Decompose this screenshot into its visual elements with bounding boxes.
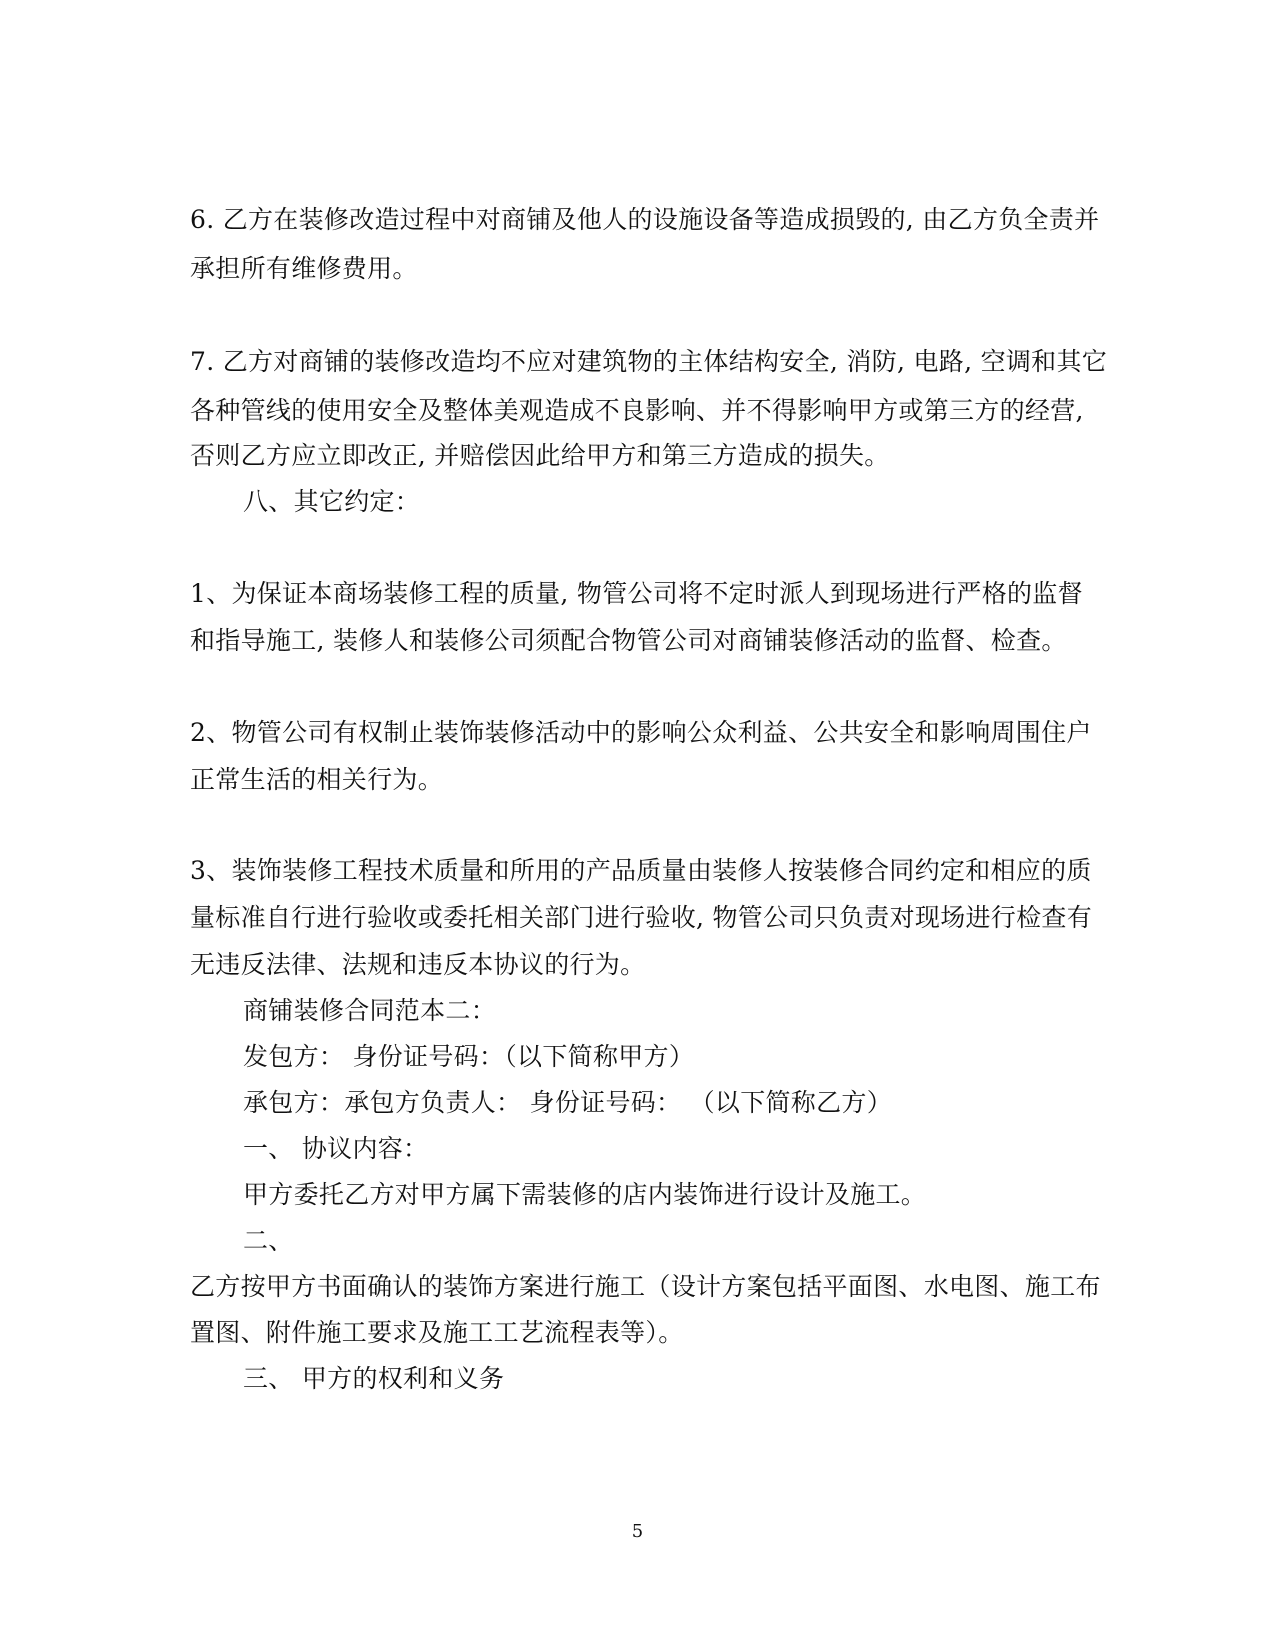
- employer-line: 发包方： 身份证号码：（以下简称甲方）: [243, 1042, 695, 1071]
- paragraph-7-line-1: 7. 乙方对商铺的装修改造均不应对建筑物的主体结构安全, 消防, 电路, 空调和其它: [190, 347, 1108, 376]
- contract-template-title: 商铺装修合同范本二：: [243, 996, 497, 1025]
- section-1-heading: 一、 协议内容：: [243, 1134, 429, 1163]
- clause-2-line-1: 2、物管公司有权制止装饰装修活动中的影响公众利益、公共安全和影响周围住户: [190, 718, 1092, 747]
- section-8-heading: 八、其它约定：: [243, 487, 421, 516]
- clause-3-line-1: 3、装饰装修工程技术质量和所用的产品质量由装修人按装修合同约定和相应的质: [190, 856, 1092, 885]
- clause-1-line-2: 和指导施工, 装修人和装修公司须配合物管公司对商铺装修活动的监督、检查。: [190, 626, 1067, 655]
- paragraph-6-line-1: 6. 乙方在装修改造过程中对商铺及他人的设施设备等造成损毁的, 由乙方负全责并: [190, 205, 1100, 234]
- paragraph-7-line-3: 否则乙方应立即改正, 并赔偿因此给甲方和第三方造成的损失。: [190, 441, 890, 470]
- section-1-content: 甲方委托乙方对甲方属下需装修的店内装饰进行设计及施工。: [243, 1180, 927, 1209]
- clause-3-line-2: 量标准自行进行验收或委托相关部门进行验收, 物管公司只负责对现场进行检查有: [190, 903, 1092, 932]
- clause-3-line-3: 无违反法律、法规和违反本协议的行为。: [190, 950, 646, 979]
- contractor-line: 承包方：承包方负责人： 身份证号码： （以下简称乙方）: [243, 1088, 892, 1117]
- section-2-line-1: 乙方按甲方书面确认的装饰方案进行施工（设计方案包括平面图、水电图、施工布: [190, 1272, 1101, 1301]
- section-2-heading: 二、: [243, 1226, 294, 1255]
- clause-1-line-1: 1、为保证本商场装修工程的质量, 物管公司将不定时派人到现场进行严格的监督: [190, 579, 1083, 608]
- section-2-line-2: 置图、附件施工要求及施工工艺流程表等）。: [190, 1318, 684, 1347]
- paragraph-7-line-2: 各种管线的使用安全及整体美观造成不良影响、并不得影响甲方或第三方的经营,: [190, 396, 1084, 425]
- section-3-heading: 三、 甲方的权利和义务: [243, 1364, 505, 1393]
- paragraph-6-line-2: 承担所有维修费用。: [190, 254, 418, 283]
- clause-2-line-2: 正常生活的相关行为。: [190, 765, 444, 794]
- page-number: 5: [631, 1521, 644, 1542]
